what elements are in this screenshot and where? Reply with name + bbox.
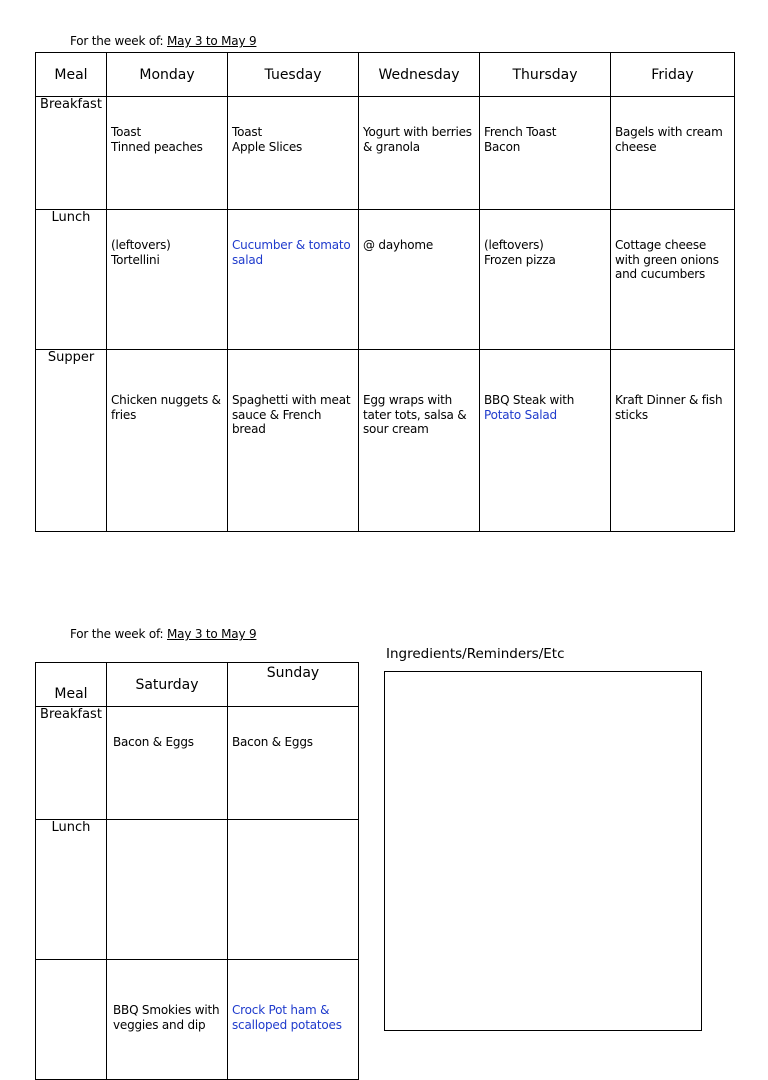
meal-plan-table-weekend xyxy=(35,662,359,1080)
week-prefix: For the week of: xyxy=(70,627,168,641)
cell-fri-breakfast[interactable] xyxy=(611,97,735,210)
cell-sat-breakfast[interactable] xyxy=(107,707,228,820)
cell-sat-supper[interactable] xyxy=(107,960,228,1080)
meal-label-lunch: Lunch xyxy=(36,820,107,960)
week-label-1 xyxy=(70,34,256,48)
day-header-monday: Monday xyxy=(107,53,228,97)
cell-text: Kraft Dinner & fish sticks xyxy=(615,393,723,422)
cell-fri-supper[interactable] xyxy=(611,350,735,532)
cell-link-text[interactable]: Crock Pot ham & scalloped potatoes xyxy=(232,1003,342,1032)
cell-sat-lunch[interactable] xyxy=(107,820,228,960)
cell-text: Bacon & Eggs xyxy=(113,735,194,749)
cell-wed-breakfast[interactable] xyxy=(359,97,480,210)
week-label-2 xyxy=(70,627,256,641)
cell-text-with-link xyxy=(480,350,610,422)
cell-text: Spaghetti with meat sauce & French bread xyxy=(232,393,351,436)
day-header-saturday: Saturday xyxy=(107,663,228,707)
cell-mon-breakfast[interactable] xyxy=(107,97,228,210)
cell-text: @ dayhome xyxy=(363,238,434,252)
cell-text: Bagels with cream cheese xyxy=(615,125,723,154)
cell-mon-supper[interactable] xyxy=(107,350,228,532)
cell-text: Toast Tinned peaches xyxy=(111,125,203,154)
day-header-thursday: Thursday xyxy=(480,53,611,97)
cell-wed-supper[interactable] xyxy=(359,350,480,532)
ingredients-notes-box[interactable] xyxy=(384,671,702,1031)
cell-sun-supper[interactable] xyxy=(228,960,359,1080)
cell-text: Egg wraps with tater tots, salsa & sour cream xyxy=(363,393,467,436)
week-range: May 3 to May 9 xyxy=(167,34,257,48)
cell-thu-breakfast[interactable] xyxy=(480,97,611,210)
cell-text: Bacon & Eggs xyxy=(232,735,313,749)
cell-link-text[interactable]: Potato Salad xyxy=(484,407,557,422)
meal-header xyxy=(36,663,107,707)
cell-fri-lunch[interactable] xyxy=(611,210,735,350)
cell-text: Cottage cheese with green onions and cucumbers xyxy=(615,238,719,281)
meal-header: Meal xyxy=(36,53,107,97)
cell-text: French Toast Bacon xyxy=(484,125,557,154)
cell-text: BBQ Steak with xyxy=(484,393,575,407)
meal-header-text: Meal xyxy=(54,686,88,702)
cell-text: Yogurt with berries & granola xyxy=(363,125,472,154)
week-prefix: For the week of: xyxy=(70,34,168,48)
cell-text: Toast Apple Slices xyxy=(232,125,303,154)
cell-sun-breakfast[interactable] xyxy=(228,707,359,820)
day-header-sunday xyxy=(228,663,359,707)
meal-plan-table-weekdays xyxy=(35,52,735,532)
cell-tue-lunch[interactable] xyxy=(228,210,359,350)
day-header-text: Sunday xyxy=(266,665,320,681)
cell-text: (leftovers) Frozen pizza xyxy=(484,238,556,267)
cell-thu-lunch[interactable] xyxy=(480,210,611,350)
week-range: May 3 to May 9 xyxy=(167,627,257,641)
cell-tue-breakfast[interactable] xyxy=(228,97,359,210)
meal-label-breakfast: Breakfast xyxy=(36,707,107,820)
ingredients-title: Ingredients/Reminders/Etc xyxy=(386,646,565,662)
day-header-wednesday: Wednesday xyxy=(359,53,480,97)
cell-tue-supper[interactable] xyxy=(228,350,359,532)
cell-mon-lunch[interactable] xyxy=(107,210,228,350)
day-header-tuesday: Tuesday xyxy=(228,53,359,97)
meal-label-lunch: Lunch xyxy=(36,210,107,350)
meal-label-supper: Supper xyxy=(36,350,107,532)
cell-text: BBQ Smokies with veggies and dip xyxy=(113,1003,220,1032)
cell-text: (leftovers) Tortellini xyxy=(111,238,171,267)
day-header-friday: Friday xyxy=(611,53,735,97)
cell-link-text[interactable]: Cucumber & tomato salad xyxy=(232,238,351,267)
cell-wed-lunch[interactable] xyxy=(359,210,480,350)
cell-thu-supper[interactable] xyxy=(480,350,611,532)
cell-text: Chicken nuggets & fries xyxy=(111,393,221,422)
cell-sun-lunch[interactable] xyxy=(228,820,359,960)
meal-label-supper xyxy=(36,960,107,1080)
meal-label-breakfast: Breakfast xyxy=(36,97,107,210)
